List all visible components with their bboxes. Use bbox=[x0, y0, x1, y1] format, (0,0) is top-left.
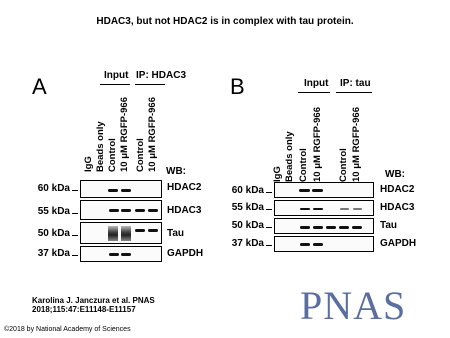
panel-b-lane-label: IgG bbox=[272, 166, 283, 182]
band bbox=[109, 209, 119, 212]
band bbox=[148, 209, 158, 212]
panel-b-marker-tick bbox=[266, 245, 272, 246]
panel-b-marker: 55 kDa bbox=[231, 202, 264, 213]
panel-b-marker-tick bbox=[266, 209, 272, 210]
band bbox=[121, 189, 131, 192]
panel-a-blot-tau bbox=[80, 222, 162, 244]
panel-b-blot-hdac3 bbox=[274, 200, 374, 216]
panel-a-protein-label: GAPDH bbox=[167, 248, 204, 259]
panel-b-marker-tick bbox=[266, 192, 272, 193]
panel-b-marker: 50 kDa bbox=[231, 220, 264, 231]
panel-a-lane-label: IgG bbox=[83, 156, 94, 172]
panel-a-marker: 37 kDa bbox=[37, 248, 70, 259]
panel-b-protein-label: HDAC2 bbox=[380, 184, 415, 195]
panel-a-blot-hdac3 bbox=[80, 200, 162, 220]
band bbox=[121, 209, 131, 212]
panel-b-blot-hdac2 bbox=[274, 182, 374, 198]
panel-a-letter: A bbox=[32, 74, 47, 99]
panel-b-input-header: Input bbox=[304, 78, 329, 89]
band bbox=[300, 208, 310, 210]
panel-a-protein-label: HDAC3 bbox=[167, 205, 202, 216]
panel-a-lane-label: 10 μM RGFP-966 bbox=[147, 97, 158, 172]
band bbox=[313, 243, 323, 246]
band bbox=[300, 226, 310, 229]
band bbox=[340, 208, 349, 210]
panel-b-wb-label: WB: bbox=[385, 169, 405, 180]
panel-a-marker-tick bbox=[72, 213, 78, 214]
panel-a-protein-label: Tau bbox=[167, 228, 185, 239]
panel-a-marker: 60 kDa bbox=[37, 183, 70, 194]
panel-b-lane-label: Beads only bbox=[284, 131, 295, 182]
panel-b-protein-label: GAPDH bbox=[380, 238, 417, 249]
panel-b-marker: 60 kDa bbox=[231, 185, 264, 196]
panel-b-marker-tick bbox=[266, 227, 272, 228]
panel-a-wb-label: WB: bbox=[166, 166, 186, 177]
panel-a-marker: 50 kDa bbox=[37, 228, 70, 239]
panel-b-ip-header: IP: tau bbox=[340, 78, 371, 89]
panel-a-blot-gapdh bbox=[80, 246, 162, 262]
band bbox=[135, 209, 145, 212]
panel-b-blot-tau bbox=[274, 218, 374, 234]
panel-b-ip-line bbox=[336, 92, 372, 93]
band bbox=[352, 226, 362, 229]
band bbox=[353, 208, 362, 210]
panel-a-marker-tick bbox=[72, 190, 78, 191]
band bbox=[339, 226, 349, 229]
band bbox=[299, 189, 310, 192]
panel-a-lane-label: Control bbox=[135, 138, 146, 172]
copyright-footer: ©2018 by National Academy of Sciences bbox=[4, 326, 131, 333]
panel-a-lane-label: 10 μM RGFP-966 bbox=[119, 97, 130, 172]
band bbox=[121, 253, 131, 256]
band bbox=[312, 189, 323, 192]
panel-a-lane-label: Control bbox=[107, 138, 118, 172]
panel-a-input-line bbox=[100, 84, 130, 85]
panel-a-input-header: Input bbox=[104, 70, 129, 81]
panel-a-ip-line bbox=[135, 84, 165, 85]
panel-b-lane-label: 10 μM RGFP-966 bbox=[351, 107, 362, 182]
pnas-logo: PNAS bbox=[300, 283, 407, 328]
panel-a-ip-header: IP: HDAC3 bbox=[136, 70, 187, 81]
panel-b-lane-label: Control bbox=[338, 148, 349, 182]
panel-b-input-line bbox=[298, 92, 330, 93]
panel-b-lane-label: 10 μM RGFP-966 bbox=[312, 107, 323, 182]
citation-caption: Karolina J. Janczura et al. PNAS 2018;115:47:E11148-E11157 bbox=[32, 296, 155, 314]
band bbox=[300, 243, 310, 246]
band bbox=[121, 226, 131, 241]
band bbox=[135, 229, 145, 232]
band bbox=[148, 229, 158, 232]
panel-b-protein-label: Tau bbox=[380, 220, 398, 231]
panel-a-marker-tick bbox=[72, 235, 78, 236]
panel-a-lane-label: Beads only bbox=[95, 121, 106, 172]
panel-a-blot-hdrac2 bbox=[80, 180, 162, 198]
figure-title: HDAC3, but not HDAC2 is in complex with tau protein. bbox=[96, 16, 354, 27]
panel-a-marker: 55 kDa bbox=[37, 206, 70, 217]
band bbox=[313, 208, 323, 210]
panel-b-marker: 37 kDa bbox=[231, 238, 264, 249]
band bbox=[108, 226, 118, 241]
band bbox=[109, 253, 119, 256]
panel-a-protein-label: HDAC2 bbox=[167, 182, 202, 193]
panel-b-lane-label: Control bbox=[298, 148, 309, 182]
band bbox=[326, 226, 336, 229]
panel-b-blot-gapdh bbox=[274, 236, 374, 252]
panel-b-protein-label: HDAC3 bbox=[380, 202, 415, 213]
band bbox=[313, 226, 323, 229]
panel-b-letter: B bbox=[230, 74, 245, 99]
band bbox=[108, 189, 118, 192]
panel-a-marker-tick bbox=[72, 255, 78, 256]
